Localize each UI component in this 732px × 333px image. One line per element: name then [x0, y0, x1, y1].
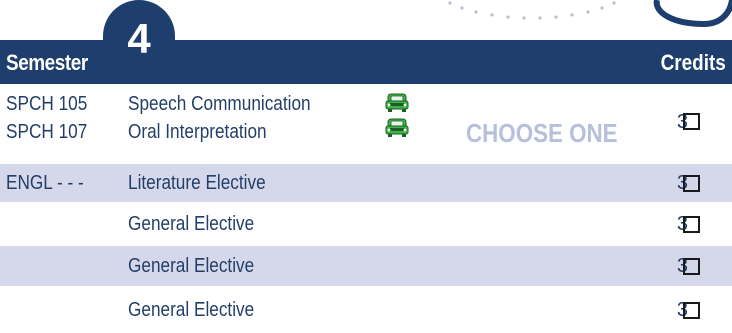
completion-checkbox[interactable] [683, 258, 700, 275]
credit-value: 3 [676, 213, 688, 235]
course-title: Speech Communication [128, 93, 311, 115]
course-title: General Elective [128, 299, 255, 321]
choose-one-label: CHOOSE ONE [466, 118, 618, 148]
course-title: Oral Interpretation [128, 121, 267, 143]
credits-column-header: Credits [660, 50, 726, 75]
credit-value: 3 [676, 172, 688, 194]
course-code: SPCH 105 [6, 93, 88, 115]
completion-checkbox[interactable] [683, 113, 700, 130]
semester-number: 4 [127, 15, 151, 62]
green-car-icon [385, 92, 409, 112]
credit-value: 3 [676, 255, 688, 277]
course-code: SPCH 107 [6, 121, 88, 143]
course-row [0, 164, 732, 202]
course-code: ENGL - - - [6, 172, 84, 194]
dotted-arc-decoration [442, 0, 732, 36]
semester-label: Semester [6, 50, 88, 75]
course-row [0, 246, 732, 286]
completion-checkbox[interactable] [683, 216, 700, 233]
course-row [0, 204, 732, 244]
choose-one-group [0, 86, 732, 162]
course-title: Literature Elective [128, 172, 266, 194]
credit-value: 3 [676, 299, 688, 321]
green-car-icon [385, 117, 409, 137]
course-row [0, 290, 732, 330]
completion-checkbox[interactable] [683, 302, 700, 319]
course-title: General Elective [128, 213, 255, 235]
course-title: General Elective [128, 255, 255, 277]
credit-value: 3 [676, 111, 688, 133]
completion-checkbox[interactable] [683, 175, 700, 192]
